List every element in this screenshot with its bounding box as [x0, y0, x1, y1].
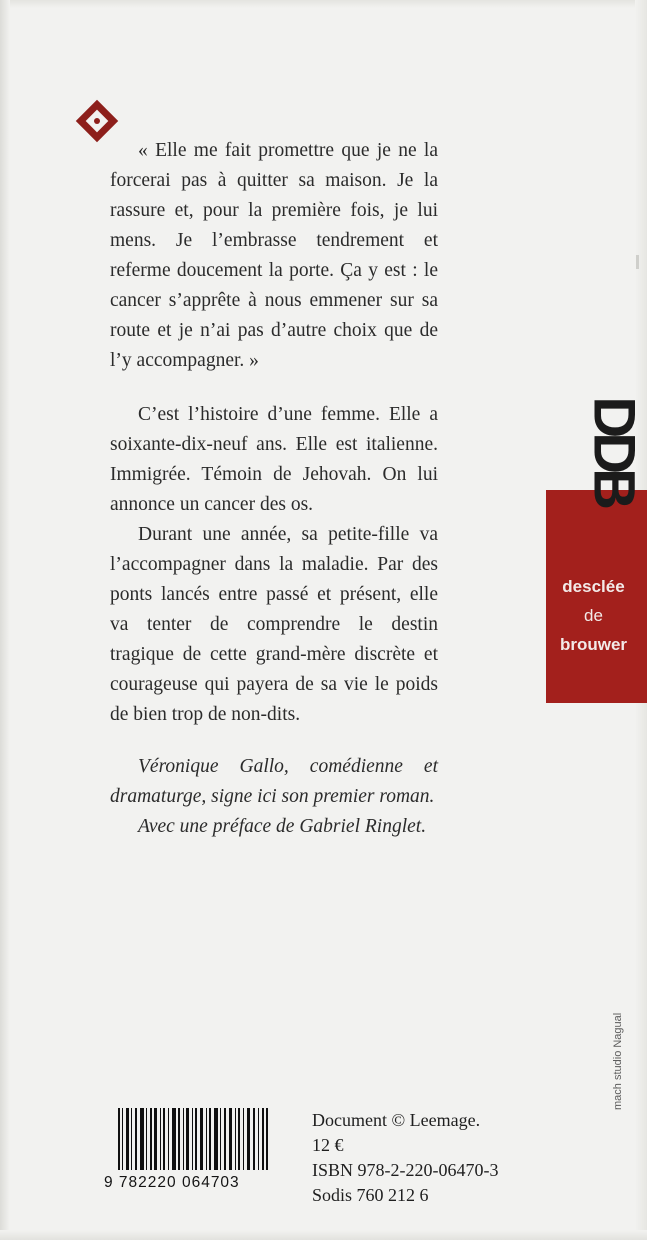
synopsis-paragraph-2: Durant une année, sa petite-fille va l’accompagner dans la maladie. Par des ponts lancés entre passé et présent, elle va tenter de comprendre le destin tragique de cette grand-mère discrète et courageuse qui payera de sa vie le poids de bien trop de non-dits. — [110, 524, 438, 725]
author-note-1: Véronique Gallo, comédienne et dramaturge, signe ici son premier roman. — [110, 756, 438, 807]
studio-credit: mach studio Nagual — [612, 1012, 624, 1110]
publisher-name — [546, 572, 641, 659]
author-note — [110, 752, 438, 842]
barcode — [118, 1108, 268, 1170]
image-credit: Document © Leemage. — [312, 1110, 481, 1130]
publisher-monogram: DDB — [582, 396, 647, 504]
isbn: ISBN 978-2-220-06470-3 — [312, 1160, 499, 1180]
text-gap — [110, 730, 438, 752]
page-edge-left — [0, 0, 10, 1240]
sodis-code: Sodis 760 212 6 — [312, 1185, 429, 1205]
barcode-bars — [118, 1108, 268, 1170]
page-edge-bottom — [0, 1230, 647, 1240]
publisher-name-line-1: desclée — [562, 577, 625, 596]
publisher-name-line-3: brouwer — [559, 635, 628, 654]
price: 12 € — [312, 1135, 344, 1155]
spine-mark — [636, 255, 639, 269]
publisher-name-line-2: de — [584, 606, 603, 625]
author-note-2: Avec une préface de Gabriel Ringlet. — [138, 816, 427, 837]
pull-quote: « Elle me fait promettre que je ne la forcerai pas à quitter sa maison. Je la rassure et, pour la première fois, je lui mens. Je l’embrasse tendrement et referme doucement la porte. Ça y est : le cancer s’apprête à nous emmener sur sa route et je n’ai pas d’autre choix que de l’y accompagner. » — [110, 140, 438, 371]
page-edge-top — [0, 0, 647, 8]
barcode-number: 9 782220 064703 — [104, 1174, 240, 1191]
publisher-logo — [546, 396, 647, 703]
diamond-dot — [94, 118, 100, 124]
synopsis — [110, 400, 438, 730]
synopsis-paragraph-1: C’est l’histoire d’une femme. Elle a soixante-dix-neuf ans. Elle est italienne. Immigrée. Témoin de Jehovah. On lui annonce un cancer des os. — [110, 404, 438, 515]
colophon — [312, 1108, 592, 1208]
back-cover-text — [110, 136, 438, 842]
